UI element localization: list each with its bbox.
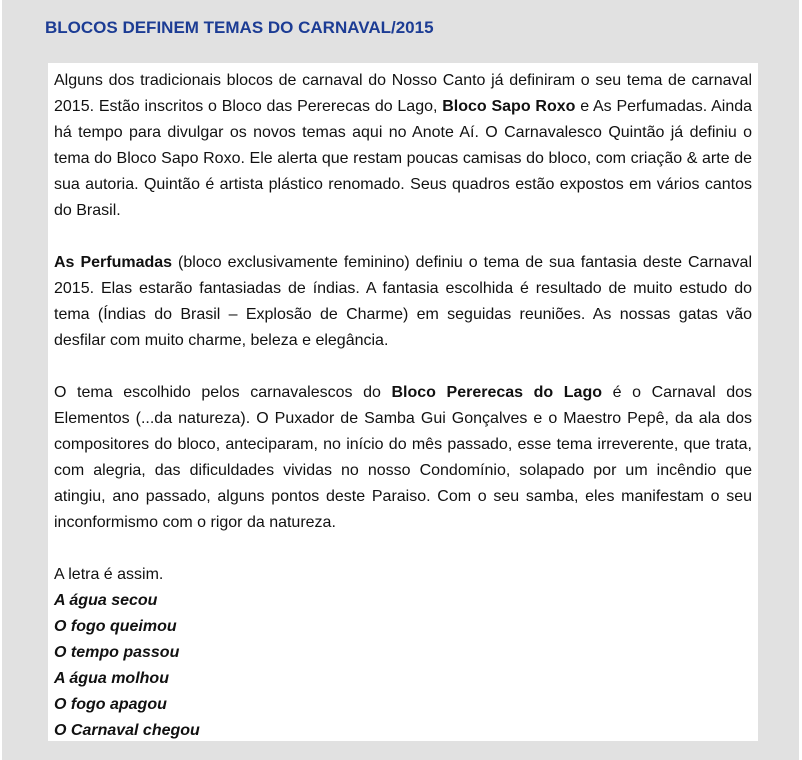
lyrics-list (54, 588, 752, 744)
article-panel (2, 0, 799, 760)
paragraph-text: é o Carnaval dos Elementos (...da natureza). O Puxador de Samba Gui Gonçalves e o Maestro Pepê, da ala dos compositores do bloco, anteciparam, no início do mês passado, esse tema irreverente, que trata, com alegria, das dificuldades vividas no nosso Condomínio, solapado por um incêndio que atingiu, ano passado, alguns pontos deste Paraiso. Com o seu samba, eles manifestam o seu inconformismo com o rigor da natureza. (54, 384, 753, 531)
paragraph-as-perfumadas (54, 250, 752, 354)
lyrics-line: A água secou (54, 592, 158, 609)
highlight-bloco-pererecas-do-lago: Bloco Pererecas do Lago (391, 384, 603, 401)
paragraph-bloco-sapo-roxo (54, 68, 752, 224)
lyrics-line: O tempo passou (54, 644, 180, 661)
highlight-bloco-sapo-roxo: Bloco Sapo Roxo (442, 98, 576, 115)
article-body (48, 63, 758, 741)
highlight-as-perfumadas: As Perfumadas (54, 254, 173, 271)
paragraph-text: e As Perfumadas. Ainda há tempo para divulgar os novos temas aqui no Anote Aí. O Carnavalesco Quintão já definiu o tema do Bloco Sapo Roxo. Ele alerta que restam poucas camisas do bloco, com criação & arte de sua autoria. Quintão é artista plástico renomado. Seus quadros estão expostos em vários cantos do Brasil. (54, 98, 753, 219)
paragraph-text: (bloco exclusivamente feminino) definiu o tema de sua fantasia deste Carnaval 2015. Elas estarão fantasiadas de índias. A fantasia escolhida é resultado de muito estudo do tema (Índias do Brasil – Explosão de Charme) em seguidas reuniões. As nossas gatas vão desfilar com muito charme, beleza e elegância. (54, 254, 752, 349)
paragraph-bloco-pererecas (54, 380, 752, 536)
article-title: BLOCOS DEFINEM TEMAS DO CARNAVAL/2015 (45, 18, 434, 37)
paragraph-text: Alguns dos tradicionais blocos de carnaval do Nosso Canto já definiram o seu tema de carnaval 2015. Estão inscritos o Bloco das Pererecas do Lago, (54, 72, 752, 115)
paragraph-text: O tema escolhido pelos carnavalescos do (54, 384, 392, 401)
lyrics-line: O Carnaval chegou (54, 722, 200, 739)
lyrics-line: O fogo apagou (54, 696, 167, 713)
lyrics-intro: A letra é assim. (54, 566, 164, 583)
lyrics-line: A água molhou (54, 670, 169, 687)
lyrics-line: O fogo queimou (54, 618, 177, 635)
